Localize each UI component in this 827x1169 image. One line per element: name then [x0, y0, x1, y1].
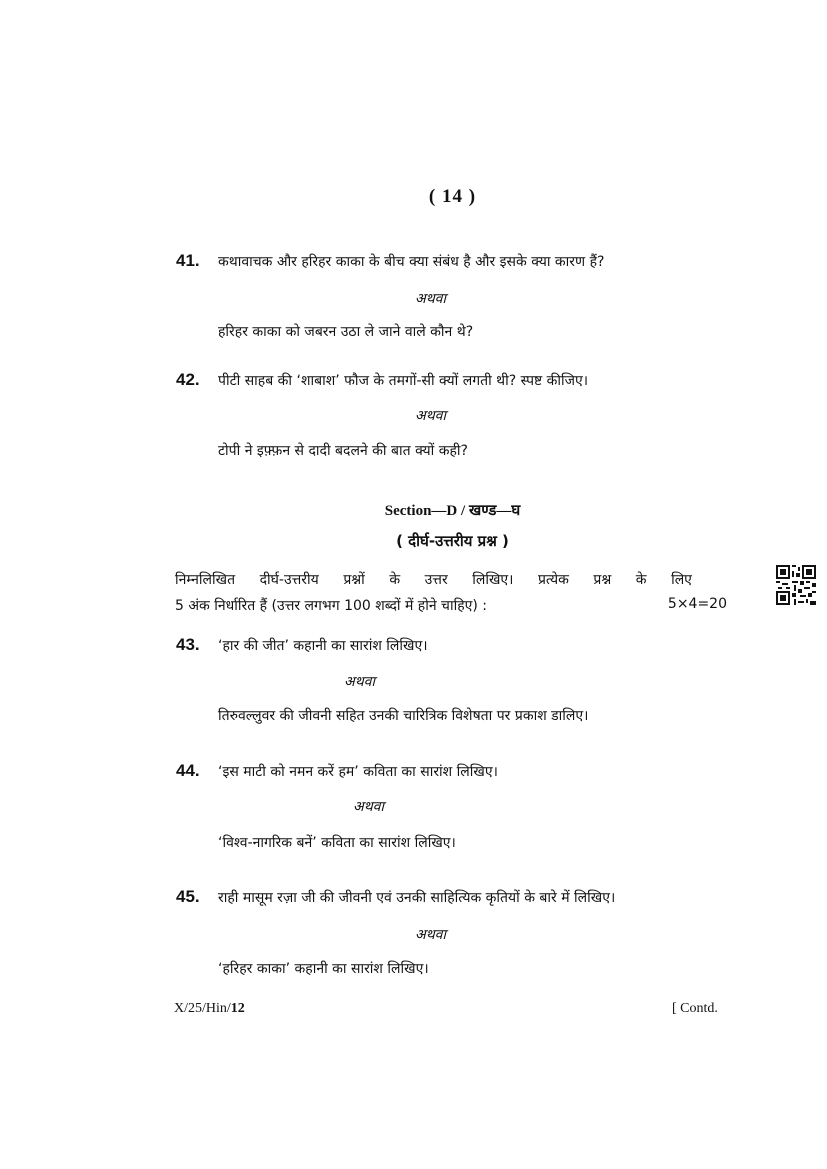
instruction-word: प्रश्नों [343, 572, 365, 588]
instruction-word: प्रश्न [593, 572, 612, 588]
question-text: ‘हार की जीत’ कहानी का सारांश लिखिए। [218, 638, 428, 654]
question-text: कथावाचक और हरिहर काका के बीच क्या संबंध है और इसके क्या कारण हैं? [218, 254, 605, 270]
instruction-word: उत्तर [424, 572, 448, 588]
instruction-line-1 [175, 570, 692, 589]
instruction-word: प्रत्येक [537, 572, 569, 588]
question-number: 45. [176, 887, 200, 906]
question-number: 43. [176, 635, 200, 654]
section-separator: / [461, 503, 466, 519]
question-number: 41. [176, 251, 200, 270]
question-alternative: तिरुवल्लुवर की जीवनी सहित उनकी चारित्रिक विशेषता पर प्रकाश डालिए। [218, 708, 589, 724]
instruction-line-2 [175, 596, 727, 615]
marks-allocation: 5×4=20 [667, 596, 727, 612]
or-label: अथवा [344, 674, 376, 690]
question-text: ‘इस माटी को नमन करें हम’ कविता का सारांश लिखिए। [218, 764, 498, 780]
section-hindi-label: खण्ड—घ [468, 503, 521, 519]
question-text: राही मासूम रज़ा जी की जीवनी एवं उनकी साहित्यिक कृतियों के बारे में लिखिए। [218, 890, 616, 906]
section-label: Section—D [384, 503, 458, 519]
or-label: अथवा [415, 408, 447, 424]
question-number: 42. [176, 370, 200, 389]
instruction-word: लिए [671, 572, 692, 588]
question-number: 44. [176, 761, 200, 780]
qr-code-icon [776, 565, 816, 605]
instruction-word: लिखिए। [472, 572, 514, 588]
paper-code-prefix: X/25/Hin/ [174, 1001, 231, 1016]
or-label: अथवा [415, 927, 447, 943]
paper-code [174, 1001, 245, 1017]
section-subtitle: ( दीर्घ-उत्तरीय प्रश्न ) [396, 532, 509, 550]
question-alternative: ‘विश्व-नागरिक बनें’ कविता का सारांश लिखिए। [218, 835, 456, 851]
page-number: ( 14 ) [428, 186, 477, 207]
question-alternative: हरिहर काका को जबरन उठा ले जाने वाले कौन थे? [218, 324, 474, 340]
instruction-text: 5 अंक निर्धारित हैं (उत्तर लगभग 100 शब्दों में होने चाहिए) : [175, 598, 487, 614]
paper-code-suffix: 12 [230, 1001, 245, 1016]
instruction-word: निम्नलिखित [175, 572, 236, 588]
question-alternative: ‘हरिहर काका’ कहानी का सारांश लिखिए। [218, 961, 429, 977]
instruction-word: के [389, 572, 401, 588]
instruction-word: दीर्घ-उत्तरीय [259, 572, 319, 588]
or-label: अथवा [353, 799, 385, 815]
question-text: पीटी साहब की ‘शाबाश’ फौज के तमगों-सी क्यों लगती थी? स्पष्ट कीजिए। [218, 373, 589, 389]
section-heading [0, 500, 827, 520]
instruction-word: के [635, 572, 647, 588]
continued-label: [ Contd. [672, 1001, 718, 1016]
question-alternative: टोपी ने इफ़्फ़न से दादी बदलने की बात क्यों कही? [218, 443, 468, 459]
or-label: अथवा [415, 291, 447, 307]
